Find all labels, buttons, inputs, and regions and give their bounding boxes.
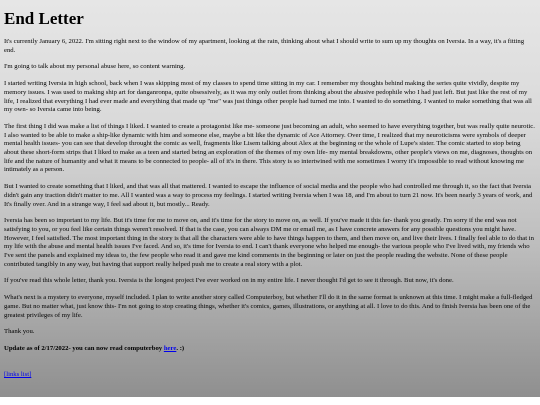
paragraph-creation: The first thing I did was make a list of things I liked. I wanted to create a protagonist like me- someone just becoming an adult, who seemed to have everything together, but was really quite neurotic. I also wanted to be able to make a ship-like dynamic with him and someone else, maybe a bit like the dynamic of Ace Attorney. Over time, I realized that my neuroticisms were symbols of deeper mental health issues- you can see that develop throught the comic as well, fragments like Lisem talking about Alex at the beginning or the whole of Lupe's sister. The comic started to stop being about these short-form strips that I liked to make as a teen and started being an exploration of the themes of my own life- my mental breakdowns, other people's views on me, diagnoses, thoughts on life and the nature of humanity and what it means to be connected to people- all of it's in there. This story is so intertwined with me sometimes I worry it's impossible to read without knowing me intimately as a person.	[4, 122, 535, 174]
update-note	[4, 345, 535, 354]
paragraph-motivation: But I wanted to create something that I liked, and that was all that mattered. I wanted to escape the influence of social media and the people who had controlled me through it, so the fact that Iversia didn't gain any traction didn't matter to me. All I wanted was a way to process my feelings. I started writing Iversia when I was 18, and I'm about to turn 21 now. It's been nearly 3 years of work, and It's finally over. And in a strange way, I feel sad about it, but mostly... Ready.	[4, 183, 533, 208]
update-suffix: . :)	[176, 344, 185, 352]
paragraph-signoff: Thank you.	[4, 328, 35, 336]
page-bottom-margin	[0, 397, 540, 405]
page-title: End Letter	[4, 9, 84, 28]
paragraph-thanks: If you've read this whole letter, thank you. Iversia is the longest project I've ever worked on in my entire life. I never thought I'd get to see it through. But now, it's done.	[4, 277, 454, 285]
paragraph-gratitude: Iversia has been so important to my life. But it's time for me to move on, and it's time for the story to move on, as well. If you've made it this far- thank you greatly. I'm sorry if the end was not satisfying to you, or you feel like certain things weren't resolved. If that is the case, you can always DM me or email me, as I have concrete answers for any possible questions you might have. However, I feel satisfied. The most important thing in the story is that all the characters were able to have things happen to them, and then move on, and live their lives. I finally feel able to do that in my life with the abuse and mental health issues I've faced. And so, it's time for Iversia to end. I can't thank everyone who helped me enough- the various people who I've lived with, my friends who I've sent the panels and explained my ideas to, the few people who read it and gave me kind comments in the beginning or later on just the people reading the website. None of these people contributed tangibly in any way, but having that support really helped push me to create a real story with a plot.	[4, 217, 534, 268]
paragraph-content-warning: I'm going to talk about my personal abuse here, so content warning.	[4, 63, 186, 71]
computerboy-link[interactable]: here	[163, 344, 177, 352]
links-list-link[interactable]: [links list]	[4, 370, 32, 378]
paragraph-future: What's next is a mystery to everyone, myself included. I plan to write another story called Computerboy, but whether I'll do it in the same format is unknown at this time. I might make a full-fledged game. But no matter what, just know this- I'm not going to stop creating things, whether it's comics, games, illustrations, or anything at all. I love to do this. And to finish Iversia has been one of the greatest privileges of my life.	[4, 294, 533, 319]
paragraph-origin: I started writing Iversia in high school, back when I was skipping most of my classes to spend time sitting in my car. I remember my thoughts behind making the series quite vividly, despite my memory issues. I was used to making ship art for danganronpa, quite obsessively, as it was my only outlet from thinking about the abusive pedophile who I had just left. But just like the rest of my life, I realized that everything I had ever made and everything that made up "me" was just things other people had turned me into. I wanted to do something. I wanted to make something that was all my own- so Iversia came into being.	[4, 80, 532, 114]
paragraph-intro: It's currently January 6, 2022. I'm sitting right next to the window of my apartment, looking at the rain, thinking about what I should write to sum up my thoughts on Iversia. In a way, it's a fitting end.	[4, 38, 525, 54]
update-prefix: Update as of 2/17/2022- you can now read computerboy	[4, 344, 164, 352]
